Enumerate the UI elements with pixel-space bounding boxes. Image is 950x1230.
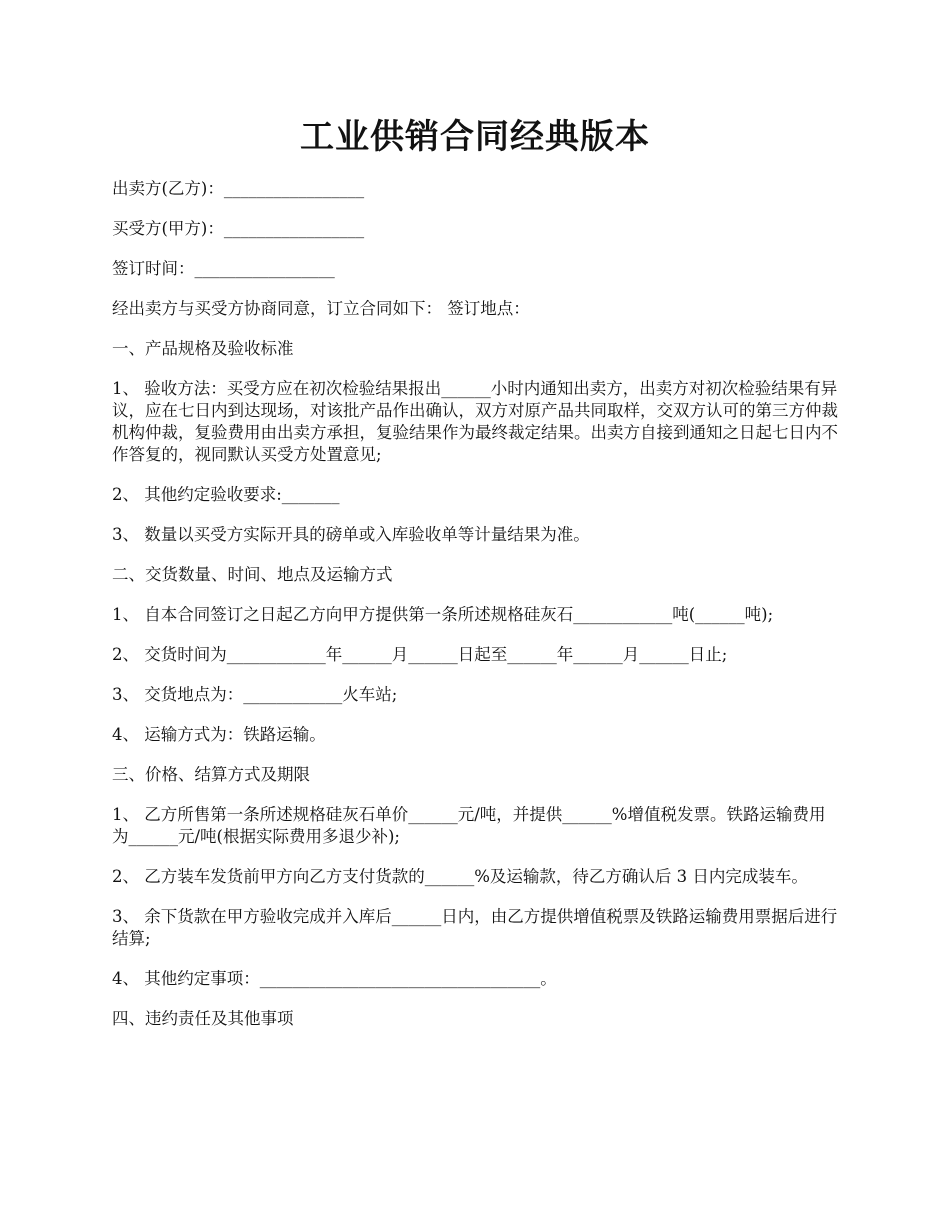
section-4-heading: 四、违约责任及其他事项 [112, 1009, 294, 1028]
section-3-item-2: 2、 乙方装车发货前甲方向乙方支付货款的______%及运输款，待乙方确认后 3 日内完成装车。 [112, 867, 808, 886]
section-1-heading: 一、产品规格及验收标准 [112, 339, 294, 358]
section-2-heading: 二、交货数量、时间、地点及运输方式 [112, 565, 393, 584]
section-2-item-2: 2、 交货时间为____________年______月______日起至______年______月______日止; [112, 645, 728, 664]
section-1-item-2: 2、 其他约定验收要求:_______ [112, 485, 340, 504]
section-2-item-3: 3、 交货地点为：____________火车站; [112, 685, 398, 704]
seller-line: 出卖方(乙方)：_________________ [112, 179, 365, 198]
section-3-item-3: 3、 余下货款在甲方验收完成并入库后______日内，由乙方提供增值税票及铁路运输费用票据后进行结算; [112, 907, 838, 948]
section-1-item-1: 1、 验收方法：买受方应在初次检验结果报出______小时内通知出卖方，出卖方对初次检验结果有异议，应在七日内到达现场，对该批产品作出确认，双方对原产品共同取样，交双方认可的第三方仲裁机构仲裁，复验费用由出卖方承担，复验结果作为最终裁定结果。出卖方自接到通知之日起七日内不作答复的，视同默认买受方处置意见; [112, 379, 838, 464]
section-1-item-3: 3、 数量以买受方实际开具的磅单或入库验收单等计量结果为准。 [112, 525, 590, 544]
section-3-heading: 三、价格、结算方式及期限 [112, 765, 310, 784]
intro-line: 经出卖方与买受方协商同意，订立合同如下： 签订地点： [112, 299, 530, 318]
sign-time-line: 签订时间：_________________ [112, 259, 335, 278]
document-title: 工业供销合同经典版本 [300, 117, 650, 157]
section-3-item-4: 4、 其他约定事项：__________________________________。 [112, 969, 557, 988]
section-2-item-1: 1、 自本合同签订之日起乙方向甲方提供第一条所述规格硅灰石____________吨(______吨); [112, 605, 774, 624]
section-2-item-4: 4、 运输方式为：铁路运输。 [112, 725, 326, 744]
buyer-line: 买受方(甲方)：_________________ [112, 219, 365, 238]
section-3-item-1: 1、 乙方所售第一条所述规格硅灰石单价______元/吨，并提供______%增值税发票。铁路运输费用为______元/吨(根据实际费用多退少补); [112, 805, 826, 846]
